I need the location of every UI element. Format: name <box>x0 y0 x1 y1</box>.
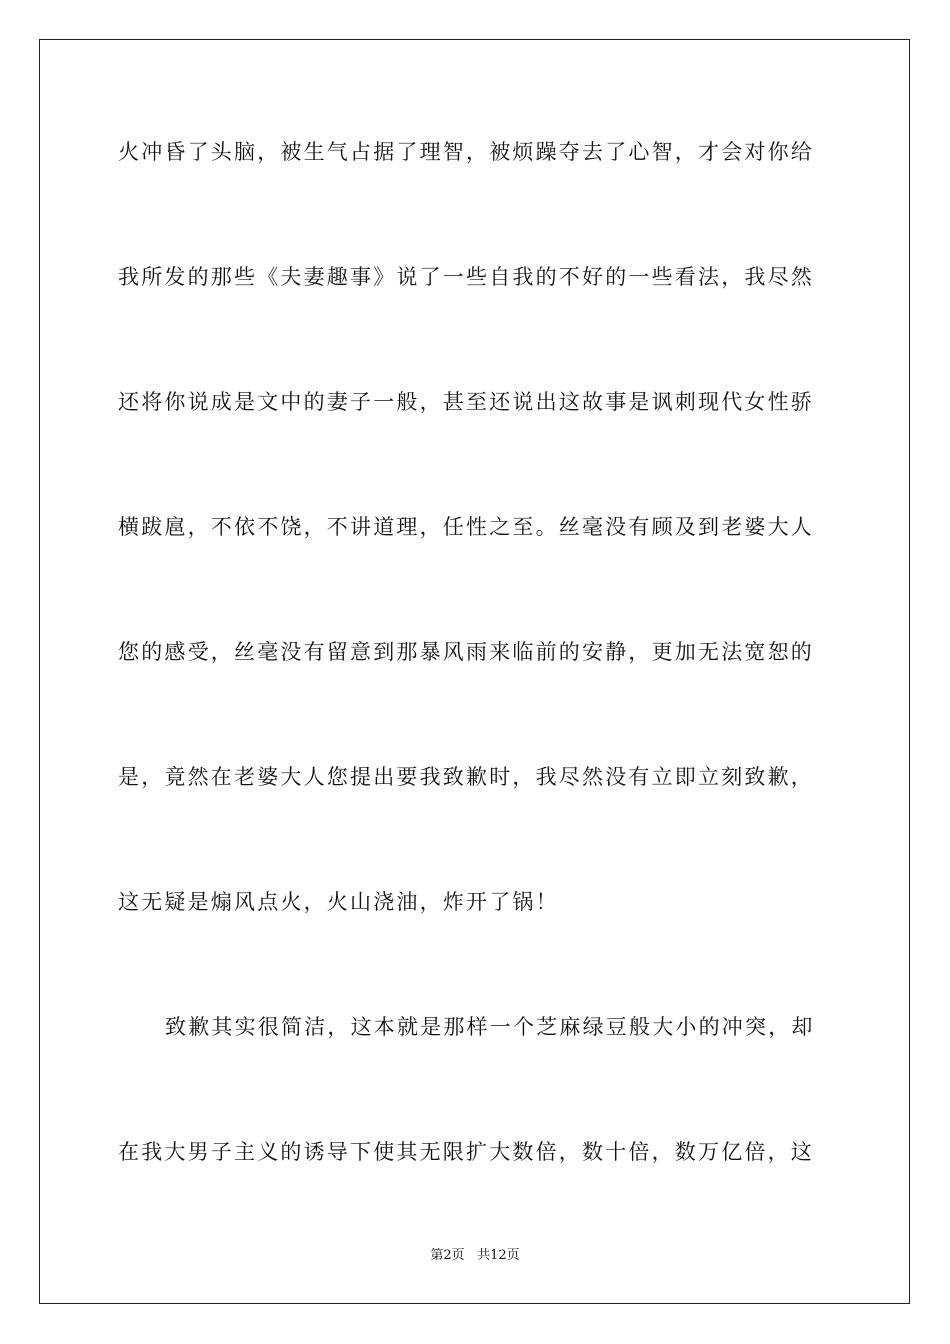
body-text-line: 我所发的那些《夫妻趣事》说了一些自我的不好的一些看法，我尽然 <box>118 265 814 289</box>
page-border <box>39 39 910 1304</box>
page-footer <box>0 1248 950 1264</box>
body-text-line: 这无疑是煽风点火，火山浇油，炸开了锅！ <box>118 890 559 914</box>
body-text-line: 横跋扈，不依不饶，不讲道理，任性之至。丝毫没有顾及到老婆大人 <box>118 515 814 539</box>
body-text-line: 还将你说成是文中的妻子一般，甚至还说出这故事是讽刺现代女性骄 <box>118 390 814 414</box>
total-pages: 共12页 <box>477 1248 520 1263</box>
body-text-line: 您的感受，丝毫没有留意到那暴风雨来临前的安静，更加无法宽恕的 <box>118 640 814 664</box>
page-number: 第2页 <box>430 1248 465 1263</box>
paragraph-first-line: 致歉其实很简洁，这本就是那样一个芝麻绿豆般大小的冲突，却 <box>165 1015 815 1039</box>
body-text-line: 火冲昏了头脑，被生气占据了理智，被烦躁夺去了心智，才会对你给 <box>118 140 814 164</box>
body-text-line: 在我大男子主义的诱导下使其无限扩大数倍，数十倍，数万亿倍，这 <box>118 1140 814 1164</box>
body-text-line: 是，竟然在老婆大人您提出要我致歉时，我尽然没有立即立刻致歉， <box>118 765 814 789</box>
